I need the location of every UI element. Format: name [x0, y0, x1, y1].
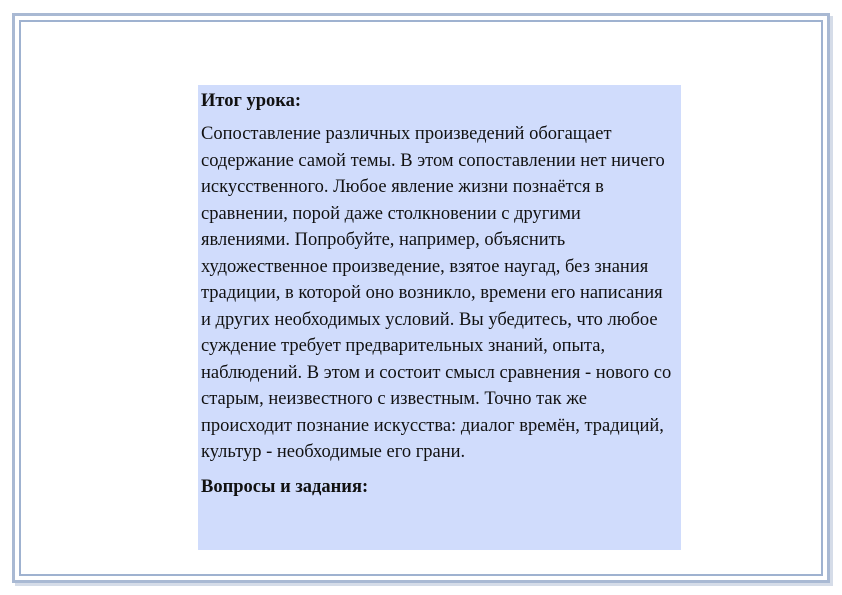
- lesson-summary-heading: Итог урока:: [201, 91, 302, 111]
- frame-shadow-bottom: [15, 583, 833, 586]
- frame-shadow-right: [830, 16, 833, 585]
- lesson-summary-text: Сопоставление различных произведений обогащает содержание самой темы. В этом сопоставлении нет ничего искусственного. Любое явление жизни познаётся в сравнении, порой даже столкновении с другими явлениями. Попробуйте, например, объяснить художественное произведение, взятое наугад, без знания традиции, в которой оно возникло, времени его написания и других необходимых условий. Вы убедитесь, что любое суждение требует предварительных знаний, опыта, наблюдений. В этом и состоит смысл сравнения - нового со старым, неизвестного с известным. Точно так же происходит познание искусства: диалог времён, традиций, культур - необходимые его грани.: [201, 124, 672, 462]
- questions-heading: Вопросы и задания:: [201, 476, 369, 497]
- content-box: [198, 85, 681, 550]
